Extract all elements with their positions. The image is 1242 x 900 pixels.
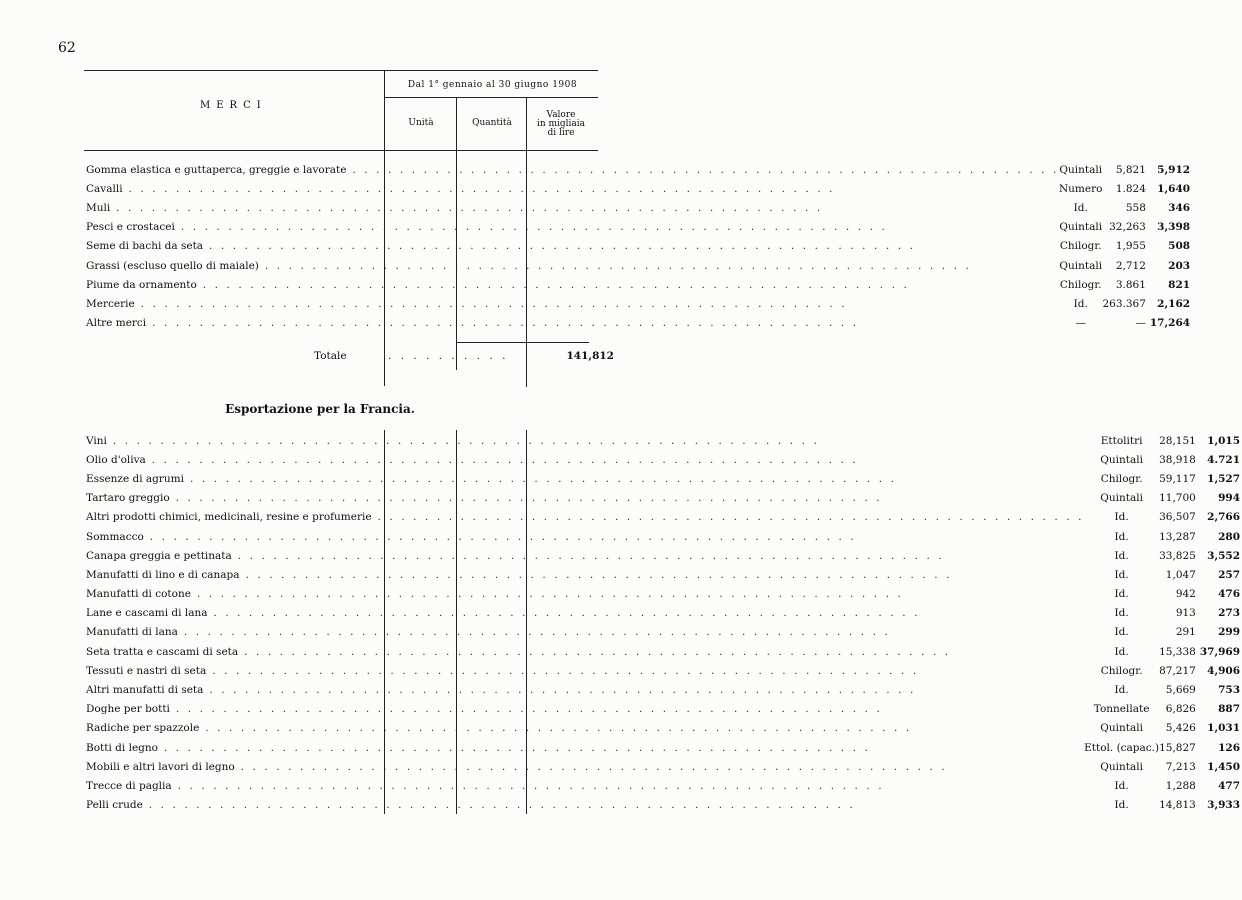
leader-dots: . . . . . . . . . . . . . . . . . . . . . . . . . . . . . . . . . . . . . . . . . . . . . . . . . . . . . . . . . . . . xyxy=(169,703,883,716)
row-unit: Id. xyxy=(1114,684,1129,697)
row-description xyxy=(86,585,1084,604)
row-description xyxy=(86,776,1084,795)
table-row xyxy=(86,623,1242,642)
row-unit: Id. xyxy=(1073,297,1088,310)
table-row xyxy=(86,565,1242,584)
row-value: 1,640 xyxy=(1157,182,1191,195)
leader-dots: . . . . . . . . . . . . . . . . . . . . . . . . . . . . . . . . . . . . . . . . . . . . . . . . . . . . . . . . . . . . xyxy=(258,259,972,272)
row-description xyxy=(86,314,1059,333)
row-quantity: 558 xyxy=(1125,201,1146,214)
row-description-text: Trecce di paglia xyxy=(86,779,172,792)
table-row xyxy=(86,431,1242,450)
leader-dots: . . . . . . . . . . . . . . . . . . . . . . . . . . . . . . . . . . . . . . . . . . . . . . . . . . . . . . . . . . . . xyxy=(171,779,885,792)
row-description-text: Essenze di agrumi xyxy=(86,472,184,485)
quantity-column-header: Quantità xyxy=(472,118,512,128)
row-description xyxy=(86,738,1084,757)
row-description xyxy=(86,256,1059,275)
row-description-text: Manufatti di lino e di canapa xyxy=(86,568,240,581)
row-description xyxy=(86,179,1059,198)
row-description xyxy=(86,237,1059,256)
leader-dots: . . . . . . . . . . . . . . . . . . . . . . . . . . . . . . . . . . . . . . . . . . . . . . . . . . . . . . . . . . . . xyxy=(174,221,888,234)
row-description-text: Manufatti di lana xyxy=(86,626,178,639)
row-description-text: Sommacco xyxy=(86,530,144,543)
leader-dots: . . . . . . . . . . . . . . . . . . . . . . . . . . . . . . . . . . . . . . . . . . . . . . . . . . . . . . . . . . . . xyxy=(134,297,848,310)
leader-dots: . . . . . . . . . . . . . . . . . . . . . . . . . . . . . . . . . . . . . . . . . . . . . . . . . . . . . . . . . . . . xyxy=(203,684,916,697)
table-row xyxy=(86,776,1242,795)
row-unit: Quintali xyxy=(1059,221,1103,234)
table-row xyxy=(86,198,1192,217)
row-description-text: Altri prodotti chimici, medicinali, resine e profumerie xyxy=(86,511,372,524)
row-unit: Numero xyxy=(1058,182,1103,195)
leader-dots: . . . . . . . . . . . . . . . . . . . . . . . . . . . . . . . . . . . . . . . . . . . . . . . . . . . . . . . . . . . . xyxy=(142,799,856,812)
row-quantity: 1.824 xyxy=(1115,182,1146,195)
table-row xyxy=(86,738,1242,757)
row-value: 753 xyxy=(1218,684,1241,697)
row-value: 4.721 xyxy=(1207,453,1241,466)
row-quantity: 1,047 xyxy=(1165,568,1196,581)
row-description-text: Botti di legno xyxy=(86,741,158,754)
row-unit: Id. xyxy=(1114,511,1129,524)
leader-dots: . . . . . . . . . . . . . . . . . . . . . . . . . . . . . . . . . . . . . . . . . . . . . . . . . . . . . . . . . . . . xyxy=(207,607,921,620)
row-value: 37,969 xyxy=(1199,645,1241,658)
row-value: 273 xyxy=(1218,607,1241,620)
table-row xyxy=(86,179,1192,198)
totale-rule-top xyxy=(456,342,526,343)
row-description-text: Tartaro greggio xyxy=(86,492,170,505)
leader-dots: . . . . . . . . . . . . . . . . . . . . . . . . . . . . . . . . . . . . . . . . . . . . . . . . . . . . . . . . . . . . xyxy=(169,492,883,505)
value-column-header-2: in migliaia xyxy=(536,119,586,129)
row-value: 1,031 xyxy=(1207,722,1241,735)
leader-dots: . . . . . . . . . . . . . . . . . . . . . . . . . . . . . . . . . . . . . . . . . . . . . . . . . . . . . . . . . . . . xyxy=(122,182,836,195)
row-description xyxy=(86,198,1059,217)
row-description-text: Lane e cascami di lana xyxy=(86,607,208,620)
row-description xyxy=(86,489,1084,508)
row-description xyxy=(86,450,1084,469)
leader-dots: . . . . . . . . . . . . . . . . . . . . . . . . . . . . . . . . . . . . . . . . . . . . . . . . . . . . . . . . . . . . xyxy=(110,201,823,214)
row-value: 1,450 xyxy=(1207,760,1241,773)
totale-label: Totale xyxy=(314,350,347,362)
row-description xyxy=(86,700,1084,719)
table-row xyxy=(86,218,1192,237)
row-description xyxy=(86,661,1084,680)
leader-dots: . . . . . . . . . . . . . . . . . . . . . . . . . . . . . . . . . . . . . . . . . . . . . . . . . . . . . . . . . . . . xyxy=(234,760,948,773)
row-value: 203 xyxy=(1168,259,1191,272)
section-title: Esportazione per la Francia. xyxy=(225,402,415,416)
import-table xyxy=(86,160,1192,333)
table-row xyxy=(86,275,1192,294)
leader-dots: . . . . . . . . . . . . . . . . . . . . . . . . . . . . . . . . . . . . . . . . . . . . . . . . . . . . . . . . . . . . xyxy=(143,530,857,543)
row-description-text: Gomma elastica e guttaperca, greggie e lavorate xyxy=(86,163,347,176)
row-value: 3,933 xyxy=(1207,799,1241,812)
row-value: 4,906 xyxy=(1207,664,1241,677)
row-description xyxy=(86,218,1059,237)
row-unit: Tonnellate xyxy=(1093,703,1150,716)
row-quantity: 291 xyxy=(1175,626,1196,639)
table-row xyxy=(86,294,1192,313)
row-description xyxy=(86,623,1084,642)
row-unit: Id. xyxy=(1114,626,1129,639)
row-unit: Id. xyxy=(1114,779,1129,792)
row-unit: — xyxy=(1075,317,1086,330)
period-rule xyxy=(384,97,598,98)
row-unit: Quintali xyxy=(1059,259,1103,272)
row-unit: Id. xyxy=(1114,607,1129,620)
table-row xyxy=(86,642,1242,661)
leader-dots: . . . . . . . . . . . . . . . . . . . . . . . . . . . . . . . . . . . . . . . . . . . . . . . . . . . . . . . . . . . . xyxy=(157,741,871,754)
row-description-text: Tessuti e nastri di seta xyxy=(86,664,207,677)
row-value: 17,264 xyxy=(1149,317,1191,330)
row-quantity: 942 xyxy=(1175,588,1196,601)
row-description-text: Altre merci xyxy=(86,317,147,330)
table-row xyxy=(86,450,1242,469)
value-column-header-3: di lire xyxy=(547,128,575,138)
row-description xyxy=(86,680,1084,699)
row-quantity: 1,955 xyxy=(1115,240,1146,253)
row-value: 2,766 xyxy=(1207,511,1241,524)
leader-dots: . . . . . . . . . . . . . . . . . . . . . . . . . . . . . . . . . . . . . . . . . . . . . . . . . . . . . . . . . . . . xyxy=(346,163,1059,176)
table-row xyxy=(86,527,1242,546)
row-description xyxy=(86,294,1059,313)
unit-column-header: Unità xyxy=(408,118,434,128)
leader-dots: . . . . . . . . . . . . . . . . . . . . . . . . . . . . . . . . . . . . . . . . . . . . . . . . . . . . . . . . . . . . xyxy=(146,317,859,330)
table-row xyxy=(86,719,1242,738)
row-description xyxy=(86,431,1084,450)
row-unit: Quintali xyxy=(1100,760,1143,773)
row-description-text: Mobili e altri lavori di legno xyxy=(86,760,235,773)
totale-val-rule-top xyxy=(527,342,589,343)
row-unit: Quintali xyxy=(1100,492,1143,505)
row-value: 476 xyxy=(1218,588,1241,601)
row-description-text: Muli xyxy=(86,201,111,214)
row-quantity: 36,507 xyxy=(1159,511,1196,524)
row-quantity: 5,669 xyxy=(1165,684,1196,697)
row-value: 3,398 xyxy=(1157,221,1191,234)
row-description-text: Doghe per botti xyxy=(86,703,170,716)
row-description xyxy=(86,757,1084,776)
row-quantity: 6,826 xyxy=(1165,703,1196,716)
row-description xyxy=(86,719,1084,738)
export-table xyxy=(86,431,1242,815)
table-row xyxy=(86,796,1242,815)
table-row xyxy=(86,585,1242,604)
row-quantity: 38,918 xyxy=(1159,453,1196,466)
row-value: 5,912 xyxy=(1157,163,1191,176)
row-quantity: 15,338 xyxy=(1159,645,1196,658)
row-quantity: 1,288 xyxy=(1165,779,1196,792)
leader-dots: . . . . . . . . . . . . . . . . . . . . . . . . . . . . . . . . . . . . . . . . . . . . . . . . . . . . . . . . . . . . xyxy=(371,511,1085,524)
leader-dots: . . . . . . . . . . . . . . . . . . . . . . . . . . . . . . . . . . . . . . . . . . . . . . . . . . . . . . . . . . . . xyxy=(177,626,891,639)
row-value: 477 xyxy=(1218,779,1241,792)
header-bottom-rule xyxy=(84,150,598,151)
row-value: 508 xyxy=(1168,240,1191,253)
row-description-text: Grassi (escluso quello di maiale) xyxy=(86,259,259,272)
row-unit: Chilogr. xyxy=(1059,240,1102,253)
row-unit: Chilogr. xyxy=(1059,278,1102,291)
row-quantity: 28,151 xyxy=(1159,434,1196,447)
table-row xyxy=(86,237,1192,256)
row-description-text: Pesci e crostacei xyxy=(86,221,175,234)
row-description-text: Seta tratta e cascami di seta xyxy=(86,645,239,658)
row-unit: Quintali xyxy=(1100,453,1143,466)
row-unit: Chilogr. xyxy=(1100,472,1143,485)
table-row xyxy=(86,757,1242,776)
row-unit: Id. xyxy=(1114,549,1129,562)
row-quantity: — xyxy=(1135,317,1146,330)
leader-dots: . . . . . . . . . . . . . . . . . . . . . . . . . . . . . . . . . . . . . . . . . . . . . . . . . . . . . . . . . . . . xyxy=(239,568,953,581)
table-row xyxy=(86,661,1242,680)
totale-leader: . . . . . . . . . . xyxy=(388,350,509,362)
row-unit: Id. xyxy=(1114,799,1129,812)
row-quantity: 5,821 xyxy=(1115,163,1146,176)
row-quantity: 14,813 xyxy=(1159,799,1196,812)
leader-dots: . . . . . . . . . . . . . . . . . . . . . . . . . . . . . . . . . . . . . . . . . . . . . . . . . . . . . . . . . . . . xyxy=(190,588,904,601)
row-quantity: 5,426 xyxy=(1165,722,1196,735)
row-value: 1,015 xyxy=(1207,434,1241,447)
row-value: 280 xyxy=(1218,530,1241,543)
merci-header: MERCI xyxy=(200,100,267,111)
row-description-text: Altri manufatti di seta xyxy=(86,684,204,697)
row-description-text: Cavalli xyxy=(86,182,123,195)
row-description-text: Manufatti di cotone xyxy=(86,588,191,601)
row-value: 821 xyxy=(1168,278,1191,291)
row-value: 1,527 xyxy=(1207,472,1241,485)
table-row xyxy=(86,469,1242,488)
row-quantity: 87,217 xyxy=(1159,664,1196,677)
row-unit: Quintali xyxy=(1059,163,1103,176)
row-description xyxy=(86,508,1084,527)
row-quantity: 3.861 xyxy=(1115,278,1146,291)
row-value: 126 xyxy=(1218,741,1241,754)
row-unit: Id. xyxy=(1114,645,1129,658)
row-description-text: Seme di bachi da seta xyxy=(86,240,204,253)
leader-dots: . . . . . . . . . . . . . . . . . . . . . . . . . . . . . . . . . . . . . . . . . . . . . . . . . . . . . . . . . . . . xyxy=(199,722,912,735)
row-quantity: 32,263 xyxy=(1109,221,1146,234)
row-value: 887 xyxy=(1218,703,1241,716)
row-description xyxy=(86,160,1059,179)
table-row xyxy=(86,489,1242,508)
row-value: 3,552 xyxy=(1207,549,1241,562)
row-description-text: Pelli crude xyxy=(86,799,143,812)
row-description-text: Piume da ornamento xyxy=(86,278,197,291)
top-rule xyxy=(84,70,598,71)
row-description-text: Canapa greggia e pettinata xyxy=(86,549,232,562)
period-header: Dal 1° gennaio al 30 giugno 1908 xyxy=(407,80,578,90)
row-value: 2,162 xyxy=(1157,297,1191,310)
row-description xyxy=(86,565,1084,584)
table-row xyxy=(86,680,1242,699)
row-unit: Id. xyxy=(1114,588,1129,601)
row-value: 299 xyxy=(1218,626,1241,639)
row-quantity: 263.367 xyxy=(1102,297,1146,310)
row-description xyxy=(86,642,1084,661)
table-row xyxy=(86,314,1192,333)
row-description-text: Mercerie xyxy=(86,297,135,310)
row-quantity: 7,213 xyxy=(1165,760,1196,773)
row-value: 346 xyxy=(1168,201,1191,214)
table-row xyxy=(86,546,1242,565)
leader-dots: . . . . . . . . . . . . . . . . . . . . . . . . . . . . . . . . . . . . . . . . . . . . . . . . . . . . . . . . . . . . xyxy=(231,549,945,562)
leader-dots: . . . . . . . . . . . . . . . . . . . . . . . . . . . . . . . . . . . . . . . . . . . . . . . . . . . . . . . . . . . . xyxy=(238,645,951,658)
row-description-text: Olio d'oliva xyxy=(86,453,146,466)
table-row xyxy=(86,160,1192,179)
leader-dots: . . . . . . . . . . . . . . . . . . . . . . . . . . . . . . . . . . . . . . . . . . . . . . . . . . . . . . . . . . . . xyxy=(206,664,919,677)
row-quantity: 2,712 xyxy=(1115,259,1146,272)
row-value: 994 xyxy=(1218,492,1241,505)
row-unit: Id. xyxy=(1114,530,1129,543)
row-unit: Ettolitri xyxy=(1100,434,1143,447)
row-description-text: Radiche per spazzole xyxy=(86,722,200,735)
row-description xyxy=(86,469,1084,488)
row-unit: Id. xyxy=(1073,201,1088,214)
table-row xyxy=(86,700,1242,719)
value-column-header-1: Valore xyxy=(546,110,576,120)
page-number: 62 xyxy=(58,40,76,56)
row-quantity: 59,117 xyxy=(1159,472,1196,485)
row-value: 257 xyxy=(1218,568,1241,581)
row-unit: Quintali xyxy=(1100,722,1143,735)
row-unit: Ettol. (capac.) xyxy=(1084,741,1160,754)
row-description xyxy=(86,796,1084,815)
table-row xyxy=(86,604,1242,623)
row-quantity: 33,825 xyxy=(1159,549,1196,562)
row-quantity: 913 xyxy=(1175,607,1196,620)
row-description xyxy=(86,604,1084,623)
leader-dots: . . . . . . . . . . . . . . . . . . . . . . . . . . . . . . . . . . . . . . . . . . . . . . . . . . . . . . . . . . . . xyxy=(145,453,859,466)
row-description xyxy=(86,527,1084,546)
row-unit: Id. xyxy=(1114,568,1129,581)
row-description xyxy=(86,275,1059,294)
leader-dots: . . . . . . . . . . . . . . . . . . . . . . . . . . . . . . . . . . . . . . . . . . . . . . . . . . . . . . . . . . . . xyxy=(106,434,820,447)
row-description-text: Vini xyxy=(86,434,107,447)
row-quantity: 13,287 xyxy=(1159,530,1196,543)
row-quantity: 15,827 xyxy=(1159,741,1196,754)
leader-dots: . . . . . . . . . . . . . . . . . . . . . . . . . . . . . . . . . . . . . . . . . . . . . . . . . . . . . . . . . . . . xyxy=(196,278,910,291)
table-row xyxy=(86,256,1192,275)
leader-dots: . . . . . . . . . . . . . . . . . . . . . . . . . . . . . . . . . . . . . . . . . . . . . . . . . . . . . . . . . . . . xyxy=(184,472,897,485)
table-row xyxy=(86,508,1242,527)
row-quantity: 11,700 xyxy=(1159,492,1196,505)
row-description xyxy=(86,546,1084,565)
row-unit: Chilogr. xyxy=(1100,664,1143,677)
totale-value: 141,812 xyxy=(566,350,614,362)
leader-dots: . . . . . . . . . . . . . . . . . . . . . . . . . . . . . . . . . . . . . . . . . . . . . . . . . . . . . . . . . . . . xyxy=(203,240,916,253)
